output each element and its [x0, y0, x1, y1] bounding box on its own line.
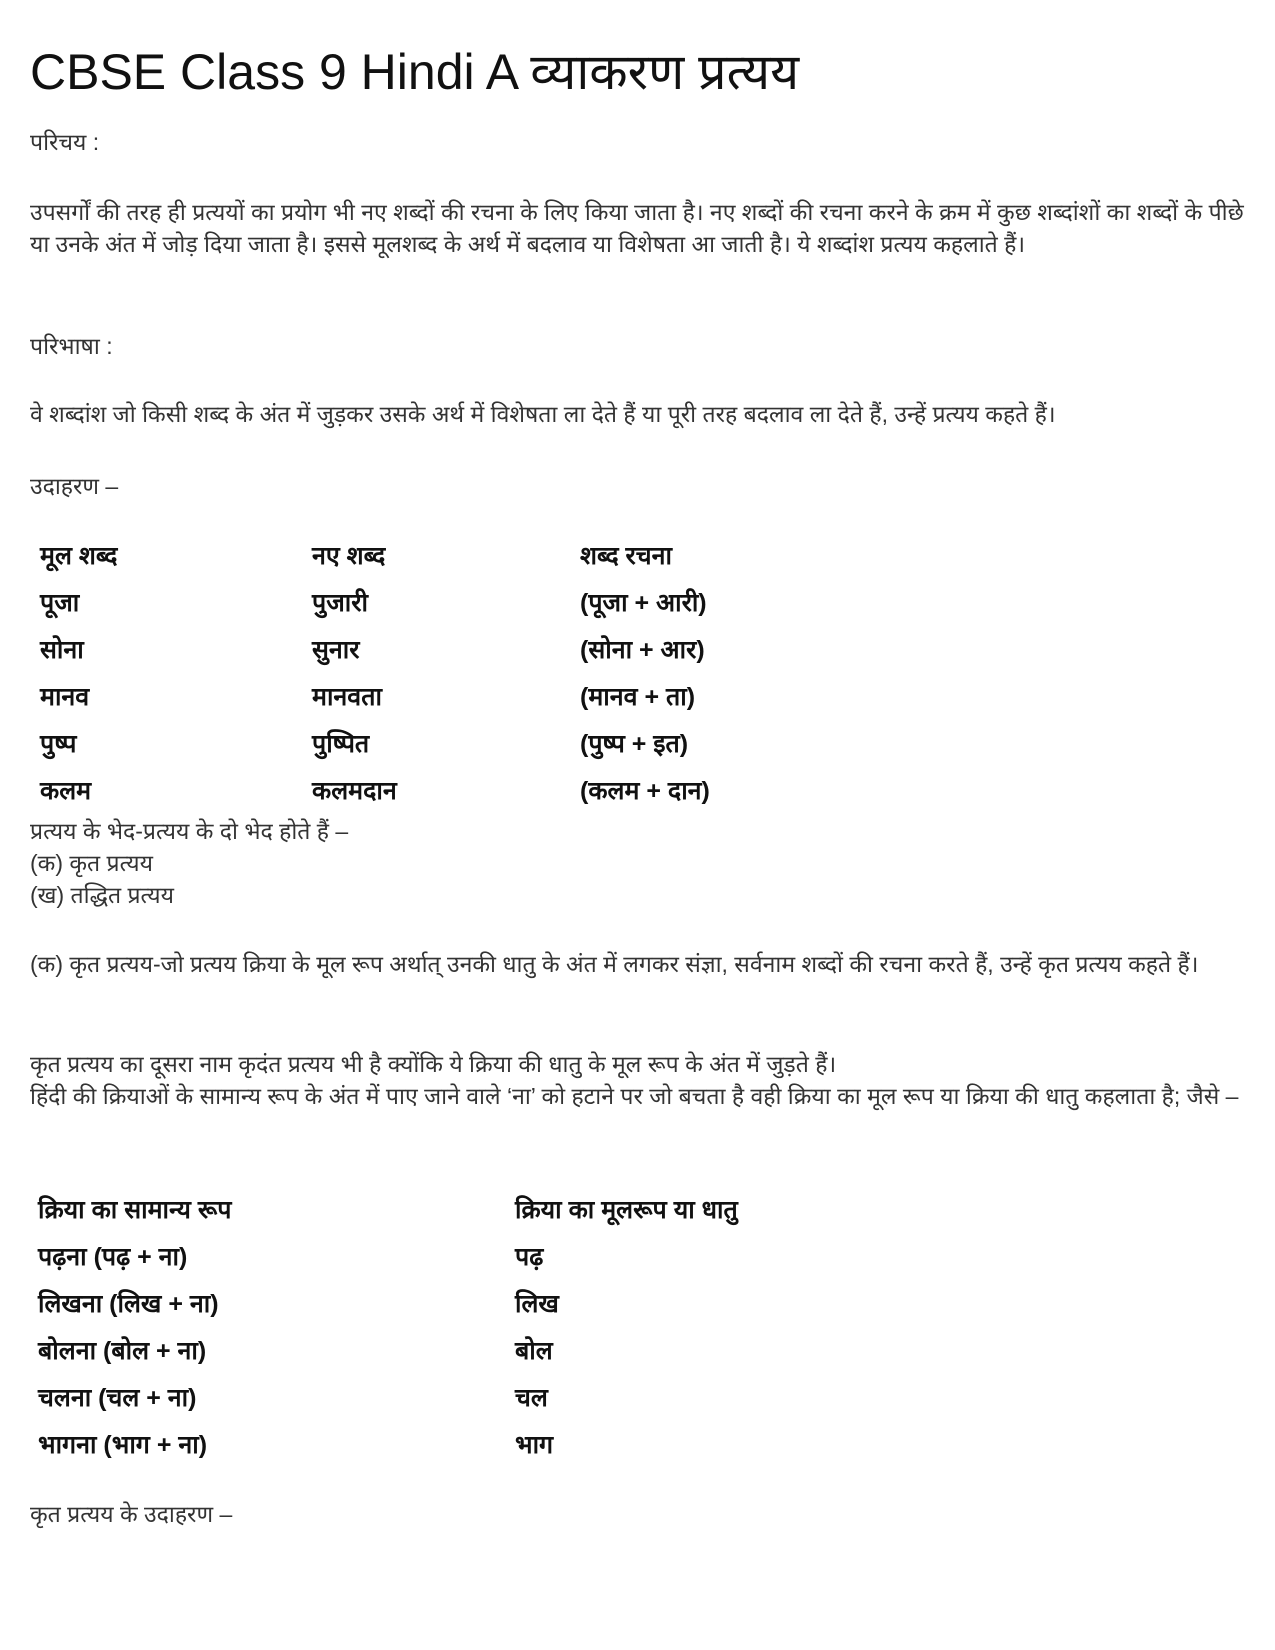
krit-line-2: हिंदी की क्रियाओं के सामान्य रूप के अंत में पाए जाने वाले ‘ना’ को हटाने पर जो बचता है वही क्रिया का मूल रूप या क्रिया की धातु कहलाता है; जैसे –: [30, 1083, 1239, 1109]
table-cell: पूजा: [40, 589, 80, 617]
table-cell: (सोना + आर): [580, 636, 705, 664]
table-cell: (कलम + दान): [580, 777, 710, 805]
table-cell: लिखना (लिख + ना): [38, 1290, 219, 1318]
table-header: शब्द रचना: [580, 542, 672, 570]
table-cell: पुष्प: [40, 730, 77, 758]
table-cell: सुनार: [312, 636, 360, 664]
krit-definition: (क) कृत प्रत्यय-जो प्रत्यय क्रिया के मूल रूप अर्थात् उनकी धातु के अंत में लगकर संज्ञा, सर्वनाम शब्दों की रचना करते हैं, उन्हें कृत प्रत्यय कहते हैं।: [30, 951, 1199, 977]
table-cell: बोल: [515, 1337, 553, 1365]
table-cell: पुजारी: [312, 589, 368, 617]
table-cell: भाग: [515, 1431, 554, 1459]
table-cell: मानवता: [312, 683, 382, 711]
type-krit: (क) कृत प्रत्यय: [30, 850, 153, 876]
table-cell: सोना: [40, 636, 84, 664]
types-intro: प्रत्यय के भेद-प्रत्यय के दो भेद होते हैं –: [30, 818, 349, 844]
type-taddhit: (ख) तद्धित प्रत्यय: [30, 882, 174, 908]
example-heading: उदाहरण –: [30, 473, 119, 499]
table-cell: भागना (भाग + ना): [38, 1431, 208, 1459]
table-cell: कलम: [40, 777, 92, 805]
table-cell: पढ़ना (पढ़ + ना): [38, 1243, 188, 1271]
table-cell: लिख: [515, 1290, 559, 1318]
table-header: क्रिया का सामान्य रूप: [38, 1196, 232, 1224]
table-cell: कलमदान: [312, 777, 397, 805]
krit-examples-heading: कृत प्रत्यय के उदाहरण –: [30, 1501, 233, 1527]
definition-heading: परिभाषा :: [30, 333, 113, 359]
intro-heading: परिचय :: [30, 129, 100, 155]
table-cell: (मानव + ता): [580, 683, 696, 711]
table-cell: मानव: [40, 683, 90, 711]
krit-line-1: कृत प्रत्यय का दूसरा नाम कृदंत प्रत्यय भी है क्योंकि ये क्रिया की धातु के मूल रूप के अंत में जुड़ते हैं।: [30, 1051, 837, 1077]
page-title: CBSE Class 9 Hindi A व्याकरण प्रत्यय: [30, 44, 800, 100]
table-cell: (पूजा + आरी): [580, 589, 707, 617]
table-cell: बोलना (बोल + ना): [38, 1337, 207, 1365]
table-header: नए शब्द: [312, 542, 386, 570]
table-cell: चल: [515, 1384, 548, 1412]
intro-paragraph: उपसर्गों की तरह ही प्रत्ययों का प्रयोग भी नए शब्दों की रचना के लिए किया जाता है। नए शब्दों की रचना करने के क्रम में कुछ शब्दांशों का शब्दों के पीछे या उनके अंत में जोड़ दिया जाता है। इससे मूलशब्द के अर्थ में बदलाव या विशेषता आ जाती है। ये शब्दांश प्रत्यय कहलाते हैं।: [30, 199, 1244, 257]
table-cell: पढ़: [515, 1243, 544, 1271]
table-header: क्रिया का मूलरूप या धातु: [515, 1196, 738, 1224]
table-header: मूल शब्द: [40, 542, 118, 570]
table-cell: चलना (चल + ना): [38, 1384, 197, 1412]
table-cell: पुष्पित: [312, 730, 370, 758]
definition-paragraph: वे शब्दांश जो किसी शब्द के अंत में जुड़कर उसके अर्थ में विशेषता ला देते हैं या पूरी तरह बदलाव ला देते हैं, उन्हें प्रत्यय कहते हैं।: [30, 401, 1056, 427]
table-cell: (पुष्प + इत): [580, 730, 689, 758]
